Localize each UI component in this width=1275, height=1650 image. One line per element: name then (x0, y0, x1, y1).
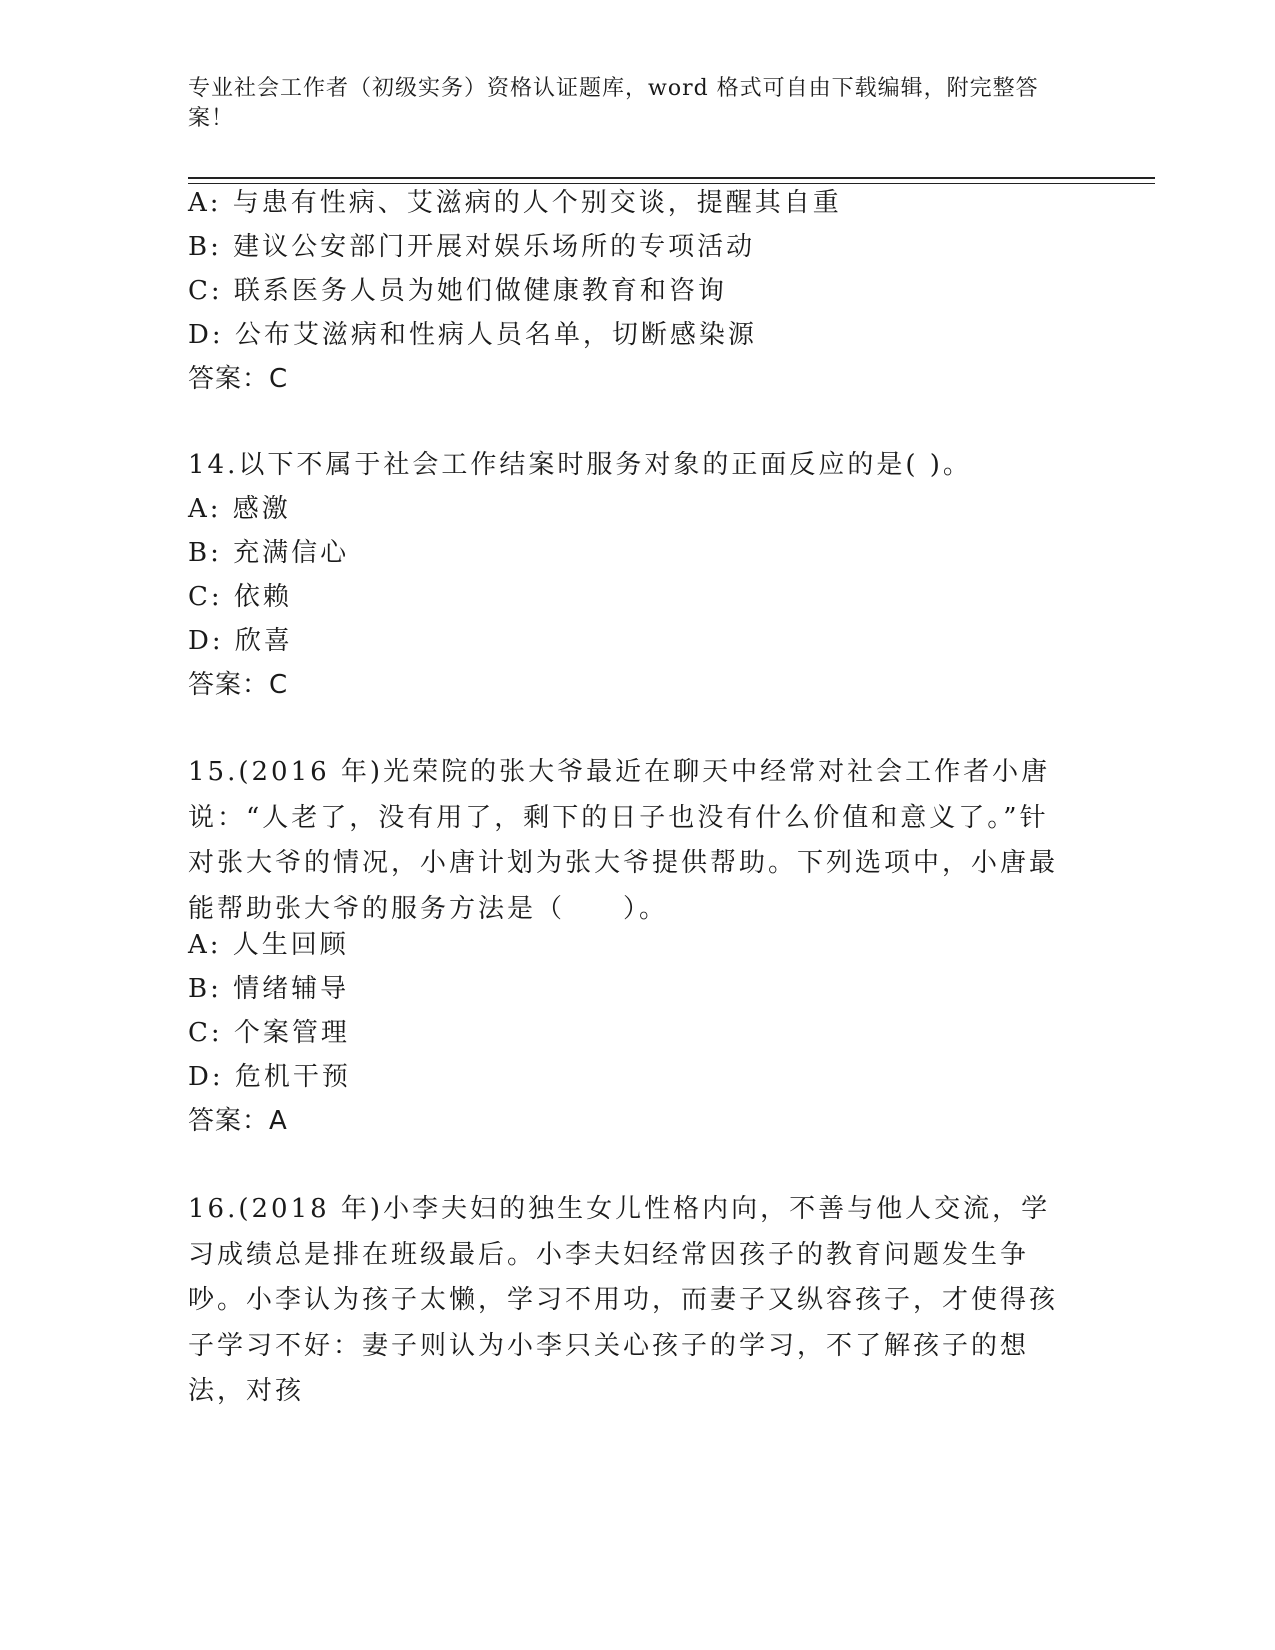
q14-option-c: C: 依赖 (188, 582, 292, 612)
q14-option-d: D: 欣喜 (188, 626, 293, 656)
q14-option-b: B: 充满信心 (188, 538, 350, 568)
q15-answer: 答案：A (188, 1106, 288, 1136)
q13-option-b: B: 建议公安部门开展对娱乐场所的专项活动 (188, 232, 756, 262)
q16-stem: 16.(2018 年)小李夫妇的独生女儿性格内向，不善与他人交流，学习成绩总是排在班级最后。小李夫妇经常因孩子的教育问题发生争吵。小李认为孩子太懒，学习不用功，而妻子又纵容孩子，才使得孩子学习不好：妻子则认为小李只关心孩子的学习，不了解孩子的想法，对孩 (188, 1194, 1059, 1406)
q14-answer: 答案：C (188, 670, 289, 700)
q15-stem: 15.(2016 年)光荣院的张大爷最近在聊天中经常对社会工作者小唐说：“人老了，没有用了，剩下的日子也没有什么价值和意义了。”针对张大爷的情况，小唐计划为张大爷提供帮助。下列选项中，小唐最能帮助张大爷的服务方法是（ ）。 (188, 757, 1059, 924)
header-divider-thick (188, 177, 1155, 179)
document-header: 专业社会工作者（初级实务）资格认证题库，word 格式可自由下载编辑，附完整答案！ (188, 76, 1039, 131)
q14-option-a: A: 感激 (188, 494, 291, 524)
q13-option-a: A: 与患有性病、艾滋病的人个别交谈，提醒其自重 (188, 188, 842, 218)
q13-option-c: C: 联系医务人员为她们做健康教育和咨询 (188, 276, 727, 306)
q15-option-c: C: 个案管理 (188, 1018, 350, 1048)
q15-option-d: D: 危机干预 (188, 1062, 351, 1092)
q13-answer: 答案：C (188, 364, 289, 394)
q14-stem: 14.以下不属于社会工作结案时服务对象的正面反应的是( )。 (188, 450, 972, 480)
q15-option-b: B: 情绪辅导 (188, 974, 350, 1004)
q13-option-d: D: 公布艾滋病和性病人员名单，切断感染源 (188, 320, 757, 350)
header-divider-thin (188, 183, 1155, 184)
q15-option-a: A: 人生回顾 (188, 930, 349, 960)
